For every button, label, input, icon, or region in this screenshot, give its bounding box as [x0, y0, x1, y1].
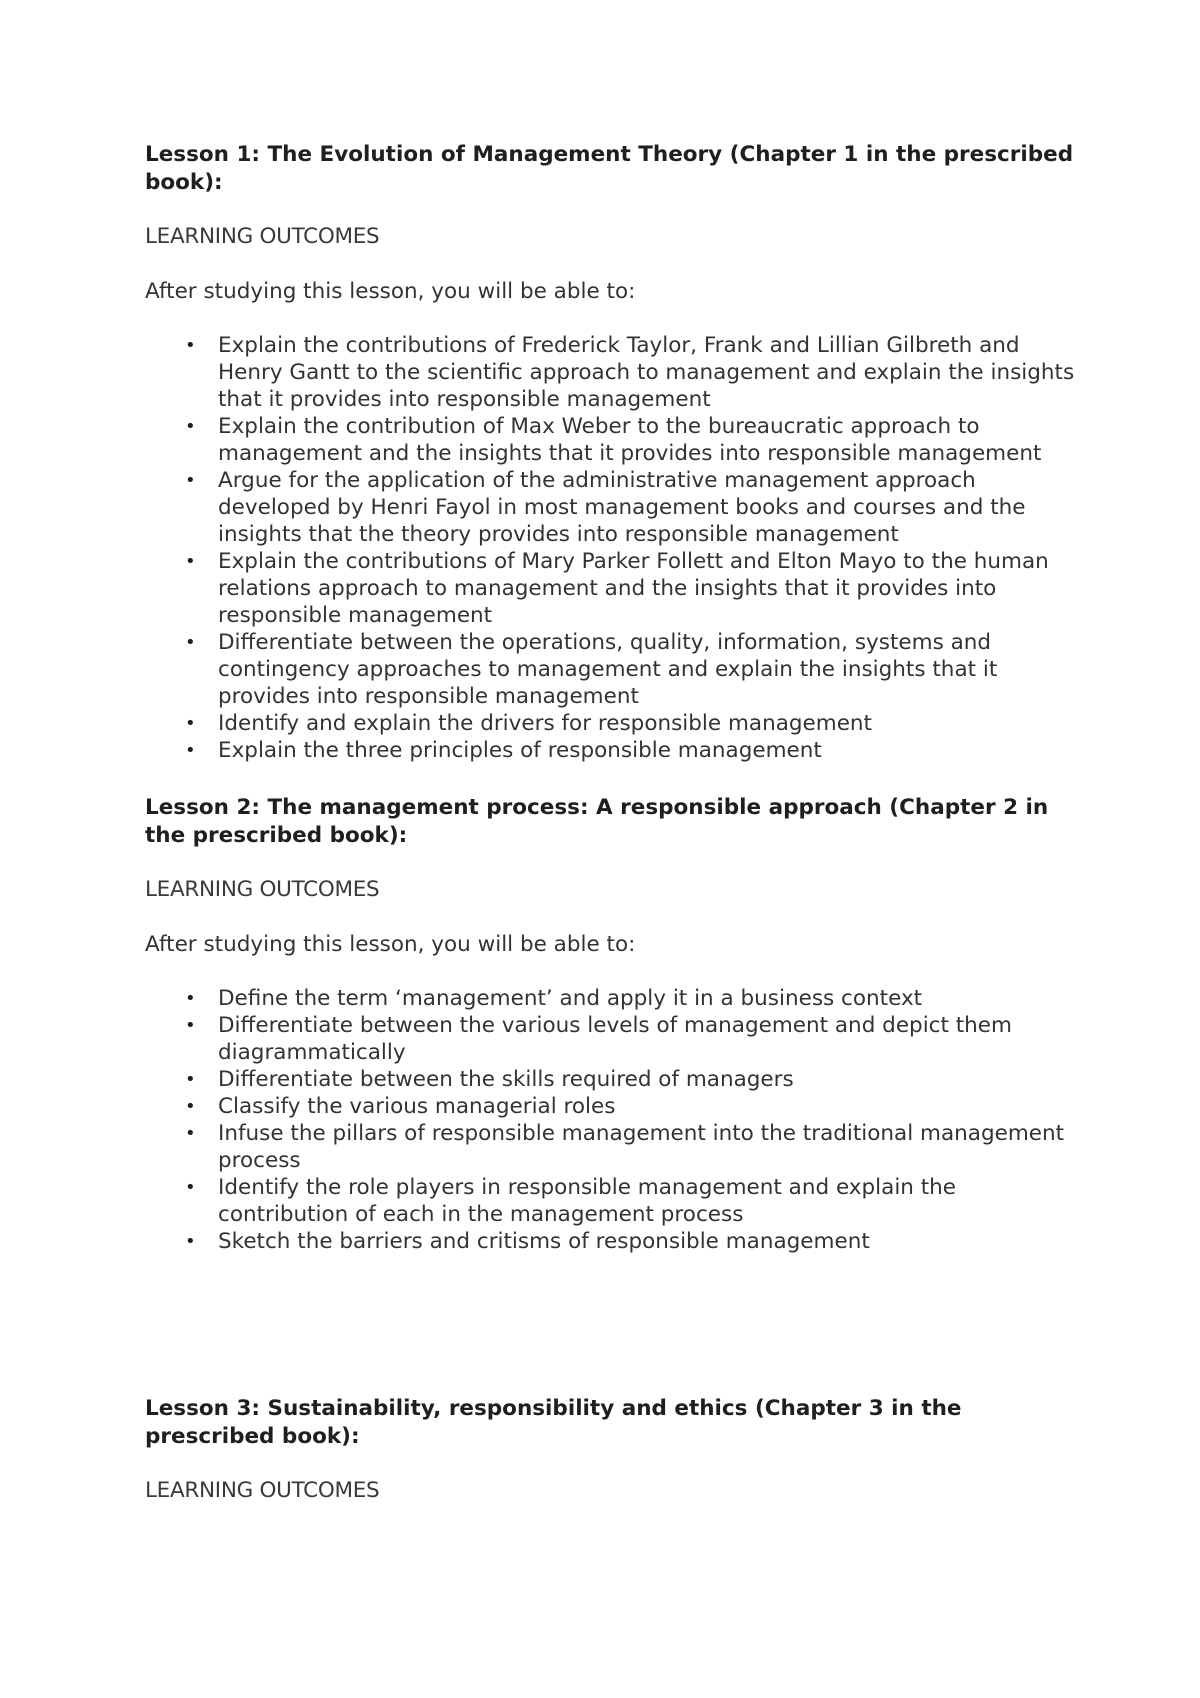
list-item-text: Explain the three principles of responsible management	[218, 738, 822, 763]
list-item	[145, 1012, 1075, 1066]
list-item-text: Identify and explain the drivers for responsible management	[218, 711, 872, 736]
lesson-2-outcomes-list	[145, 985, 1075, 1255]
bullet-icon: •	[185, 1015, 196, 1036]
lesson-3-outcomes-label: LEARNING OUTCOMES	[145, 1478, 380, 1503]
list-item-text: Differentiate between the operations, quality, information, systems and contingency approaches to management and explain the insights that it provides into responsible management	[218, 630, 998, 709]
list-item-text: Identify the role players in responsible management and explain the contribution of each in the management process	[218, 1175, 957, 1227]
list-item	[145, 629, 1075, 710]
list-item	[145, 413, 1075, 467]
bullet-icon: •	[185, 470, 196, 491]
bullet-icon: •	[185, 740, 196, 761]
bullet-icon: •	[185, 1123, 196, 1144]
list-item-text: Differentiate between the skills required of managers	[218, 1067, 794, 1092]
list-item-text: Classify the various managerial roles	[218, 1094, 616, 1119]
list-item	[145, 548, 1075, 629]
list-item	[145, 467, 1075, 548]
lesson-2-heading: Lesson 2: The management process: A responsible approach (Chapter 2 in the prescribed book):	[145, 795, 1049, 848]
list-item-text: Argue for the application of the administrative management approach developed by Henri Fayol in most management books and courses and the insights that the theory provides into responsible management	[218, 468, 1026, 547]
list-item-text: Explain the contribution of Max Weber to the bureaucratic approach to management and the insights that it provides into responsible management	[218, 414, 1042, 466]
list-item-text: Differentiate between the various levels of management and depict them diagrammatically	[218, 1013, 1012, 1065]
bullet-icon: •	[185, 988, 196, 1009]
bullet-icon: •	[185, 551, 196, 572]
list-item	[145, 710, 1075, 737]
lesson-2-intro: After studying this lesson, you will be able to:	[145, 932, 636, 957]
list-item	[145, 737, 1075, 764]
lesson-1-section	[145, 141, 1075, 764]
list-item	[145, 332, 1075, 413]
list-item	[145, 1066, 1075, 1093]
lesson-1-outcomes-list	[145, 332, 1075, 764]
bullet-icon: •	[185, 632, 196, 653]
list-item-text: Sketch the barriers and critisms of responsible management	[218, 1229, 870, 1254]
lesson-2-outcomes-label: LEARNING OUTCOMES	[145, 877, 380, 902]
list-item	[145, 1120, 1075, 1174]
bullet-icon: •	[185, 1096, 196, 1117]
list-item	[145, 1093, 1075, 1120]
document-content	[145, 141, 1075, 1505]
list-item	[145, 985, 1075, 1012]
bullet-icon: •	[185, 335, 196, 356]
bullet-icon: •	[185, 416, 196, 437]
bullet-icon: •	[185, 1069, 196, 1090]
bullet-icon: •	[185, 1177, 196, 1198]
lesson-1-heading: Lesson 1: The Evolution of Management Theory (Chapter 1 in the prescribed book):	[145, 142, 1074, 195]
list-item-text: Explain the contributions of Frederick Taylor, Frank and Lillian Gilbreth and Henry Gantt to the scientific approach to management and explain the insights that it provides into responsible management	[218, 333, 1075, 412]
lesson-1-outcomes-label: LEARNING OUTCOMES	[145, 224, 380, 249]
lesson-3-heading: Lesson 3: Sustainability, responsibility and ethics (Chapter 3 in the prescribed book):	[145, 1396, 962, 1449]
list-item	[145, 1228, 1075, 1255]
bullet-icon: •	[185, 713, 196, 734]
bullet-icon: •	[185, 1231, 196, 1252]
lesson-2-section	[145, 794, 1075, 1255]
list-item-text: Explain the contributions of Mary Parker Follett and Elton Mayo to the human relations approach to management and the insights that it provides into responsible management	[218, 549, 1049, 628]
list-item	[145, 1174, 1075, 1228]
list-item-text: Define the term ‘management’ and apply it in a business context	[218, 986, 923, 1011]
lesson-1-intro: After studying this lesson, you will be able to:	[145, 279, 636, 304]
lesson-3-section	[145, 1395, 1075, 1505]
list-item-text: Infuse the pillars of responsible management into the traditional management process	[218, 1121, 1065, 1173]
